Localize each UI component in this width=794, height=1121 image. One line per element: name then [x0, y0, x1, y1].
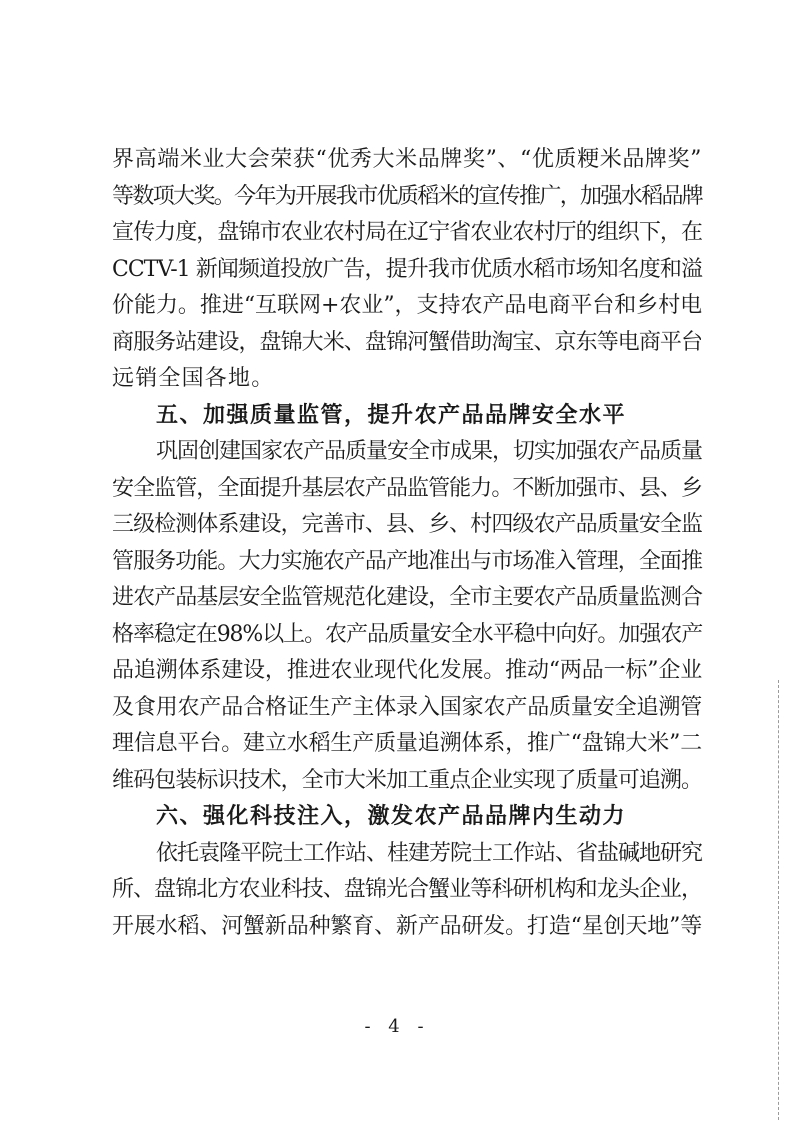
binding-dashed-line	[778, 680, 779, 1120]
text-line: 价能力。推进“互联网+农业”，支持农产品电商平台和乡村电	[112, 293, 702, 318]
text-line: 进农产品基层安全监管规范化建设，全市主要农产品质量监测合	[112, 585, 702, 610]
text-line: 管服务功能。大力实施农产品产地准出与市场准入管理，全面推	[112, 548, 702, 574]
text-line: 宣传力度，盘锦市农业农村局在辽宁省农业农村厅的组织下，在	[112, 220, 702, 245]
text-line: 商服务站建设，盘锦大米、盘锦河蟹借助淘宝、京东等电商平台	[112, 329, 702, 355]
text-line: 品追溯体系建设，推进农业现代化发展。推动“两品一标”企业	[112, 658, 702, 683]
section-heading: 六、强化科技注入，激发农产品品牌内生动力	[156, 804, 627, 829]
page-number: - 4 -	[364, 1016, 430, 1037]
text-line: 界高端米业大会荣获“优秀大米品牌奖”、“优质粳米品牌奖”	[112, 147, 702, 172]
text-line: CCTV-1 新闻频道投放广告，提升我市优质水稻市场知名度和溢	[112, 256, 702, 282]
body-text	[112, 142, 702, 945]
text-line: 远销全国各地。	[112, 366, 275, 391]
text-line: 格率稳定在98%以上。农产品质量安全水平稳中向好。加强农产	[112, 621, 702, 647]
text-line: 维码包装标识技术，全市大米加工重点企业实现了质量可追溯。	[112, 767, 702, 793]
text-line: 安全监管，全面提升基层农产品监管能力。不断加强市、县、乡	[112, 475, 702, 501]
text-line: 巩固创建国家农产品质量安全市成果，切实加强农产品质量	[156, 439, 703, 464]
text-line: 及食用农产品合格证生产主体录入国家农产品质量安全追溯管	[112, 694, 702, 720]
text-line: 理信息平台。建立水稻生产质量追溯体系，推广“盘锦大米”二	[112, 731, 702, 756]
text-line: 依托袁隆平院士工作站、桂建芳院士工作站、省盐碱地研究	[156, 840, 703, 866]
text-line: 三级检测体系建设，完善市、县、乡、村四级农产品质量安全监	[112, 512, 702, 537]
text-line: 开展水稻、河蟹新品种繁育、新产品研发。打造“星创天地”等	[112, 913, 702, 939]
section-heading: 五、加强质量监管，提升农产品品牌安全水平	[156, 402, 627, 428]
text-line: 等数项大奖。今年为开展我市优质稻米的宣传推广，加强水稻品牌	[112, 183, 702, 209]
text-line: 所、盘锦北方农业科技、盘锦光合蟹业等科研机构和龙头企业，	[112, 877, 702, 902]
